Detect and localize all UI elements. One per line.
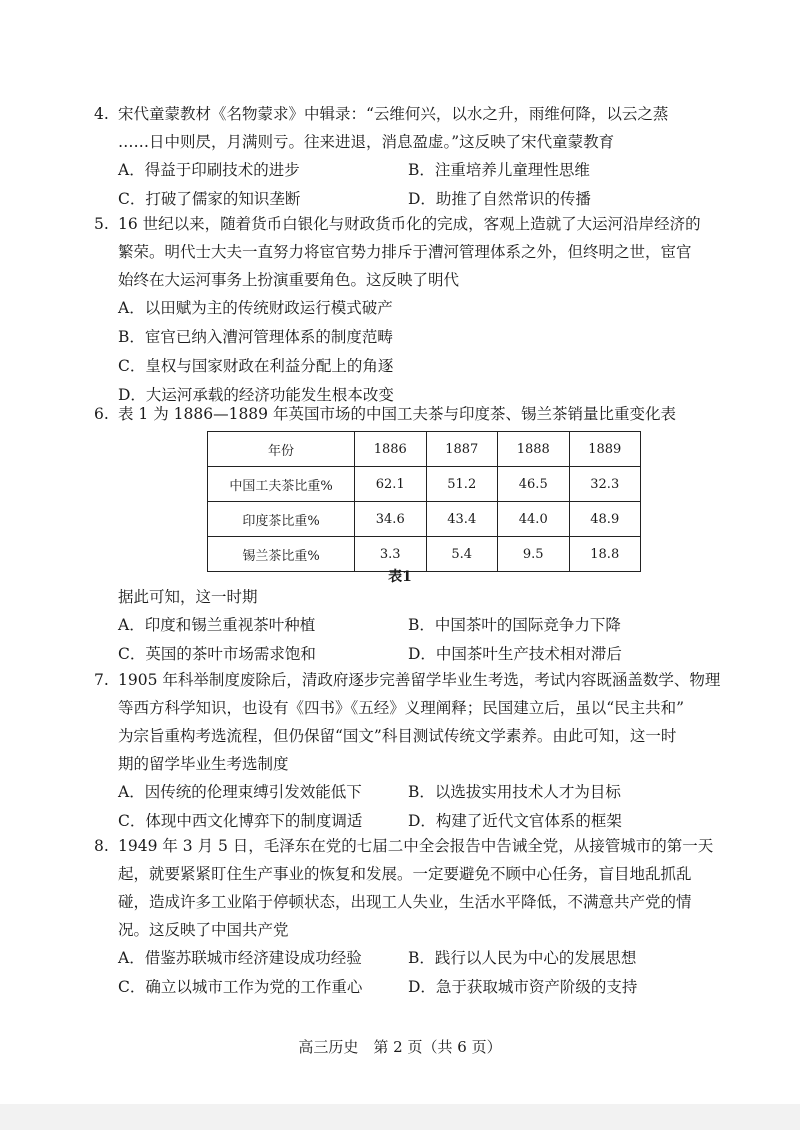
- table-cell: 46.5: [498, 467, 570, 502]
- question-4-options: [94, 156, 724, 214]
- table-cell: 34.6: [355, 502, 427, 537]
- tea-share-table: [207, 431, 641, 572]
- page-footer: 高三历史 第 2 页（共 6 页）: [298, 1038, 502, 1056]
- question-8: [94, 832, 724, 1002]
- table-cell: 48.9: [569, 502, 641, 537]
- question-5: [94, 210, 724, 410]
- option-b[interactable]: B．中国茶叶的国际竞争力下降: [408, 616, 621, 634]
- option-d[interactable]: D．助推了自然常识的传播: [408, 190, 591, 208]
- table-cell: 1889: [569, 432, 641, 467]
- table-cell: 5.4: [426, 537, 498, 572]
- question-7: [94, 666, 724, 836]
- question-7-stem: [94, 666, 724, 778]
- question-7-options: [94, 778, 724, 836]
- option-b[interactable]: B．以选拔实用技术人才为目标: [408, 783, 621, 801]
- option-c[interactable]: C．体现中西文化博弈下的制度调适: [118, 812, 363, 830]
- question-6-stem: [94, 400, 724, 428]
- option-a[interactable]: A．因传统的伦理束缚引发效能低下: [118, 783, 362, 801]
- option-c[interactable]: C．英国的茶叶市场需求饱和: [118, 645, 316, 663]
- stem-line: 16 世纪以来，随着货币白银化与财政货币化的完成，客观上造就了大运河沿岸经济的: [118, 215, 701, 233]
- option-c[interactable]: C．打破了儒家的知识垄断: [118, 190, 301, 208]
- option-a[interactable]: A．印度和锡兰重视茶叶种植: [118, 616, 316, 634]
- table-cell: 印度茶比重%: [208, 502, 355, 537]
- table-cell: 9.5: [498, 537, 570, 572]
- question-number: 8.: [94, 837, 109, 855]
- question-5-stem: [94, 210, 724, 294]
- question-number: 4.: [94, 105, 109, 123]
- option-a[interactable]: A．借鉴苏联城市经济建设成功经验: [118, 949, 362, 967]
- stem-line: 为宗旨重构考选流程，但仍保留“国文”科目测试传统文学素养。由此可知，这一时: [118, 727, 677, 745]
- question-number: 6.: [94, 405, 109, 423]
- table-cell: 3.3: [355, 537, 427, 572]
- table-row: [208, 502, 641, 537]
- stem-line: 起，就要紧紧盯住生产事业的恢复和发展。一定要避免不顾中心任务，盲目地乱抓乱: [118, 865, 692, 883]
- question-4: [94, 100, 724, 214]
- question-number: 5.: [94, 215, 109, 233]
- option-d[interactable]: D．急于获取城市资产阶级的支持: [408, 978, 638, 996]
- table-cell: 1888: [498, 432, 570, 467]
- question-6-options: [94, 611, 724, 669]
- option-a[interactable]: A．得益于印刷技术的进步: [118, 161, 300, 179]
- table-cell: 1886: [355, 432, 427, 467]
- option-d[interactable]: D．中国茶叶生产技术相对滞后: [408, 645, 622, 663]
- table-cell: 62.1: [355, 467, 427, 502]
- option-c[interactable]: C．皇权与国家财政在利益分配上的角逐: [118, 357, 394, 375]
- question-6-continued: [94, 583, 724, 669]
- stem-line: 等西方科学知识，也设有《四书》《五经》义理阐释；民国建立后，虽以“民主共和”: [118, 699, 685, 717]
- option-d[interactable]: D．大运河承载的经济功能发生根本改变: [118, 386, 394, 404]
- question-5-options: [94, 294, 724, 410]
- question-8-stem: [94, 832, 724, 944]
- table-cell: 年份: [208, 432, 355, 467]
- option-c[interactable]: C．确立以城市工作为党的工作重心: [118, 978, 363, 996]
- stem-line: 始终在大运河事务上扮演重要角色。这反映了明代: [118, 271, 460, 289]
- stem-line: 期的留学毕业生考选制度: [118, 755, 289, 773]
- bottom-strip: [0, 1104, 800, 1130]
- stem-line: ……日中则昃，月满则亏。往来进退，消息盈虚。”这反映了宋代童蒙教育: [118, 133, 615, 151]
- question-number: 7.: [94, 671, 109, 689]
- question-4-stem: [94, 100, 724, 156]
- stem-line: 表 1 为 1886—1889 年英国市场的中国工夫茶与印度茶、锡兰茶销量比重变化表: [118, 405, 676, 423]
- table-cell: 锡兰茶比重%: [208, 537, 355, 572]
- stem-line: 繁荣。明代士大夫一直努力将宦官势力排斥于漕河管理体系之外，但终明之世，宦官: [118, 243, 692, 261]
- option-b[interactable]: B．宦官已纳入漕河管理体系的制度范畴: [118, 328, 393, 346]
- question-6-prompt: [94, 583, 724, 611]
- table-cell: 51.2: [426, 467, 498, 502]
- table-caption: 表1: [388, 569, 412, 585]
- option-b[interactable]: B．践行以人民为中心的发展思想: [408, 949, 637, 967]
- question-6: [94, 400, 724, 428]
- stem-line: 况。这反映了中国共产党: [118, 921, 289, 939]
- option-b[interactable]: B．注重培养儿童理性思维: [408, 161, 590, 179]
- option-d[interactable]: D．构建了近代文官体系的框架: [408, 812, 622, 830]
- table-header-row: [208, 432, 641, 467]
- question-8-options: [94, 944, 724, 1002]
- stem-line: 1949 年 3 月 5 日，毛泽东在党的七届二中全会报告中告诫全党，从接管城市的第一天: [118, 837, 714, 855]
- stem-line: 宋代童蒙教材《名物蒙求》中辑录：“云维何兴，以水之升，雨维何降，以云之蒸: [118, 105, 669, 123]
- table-cell: 1887: [426, 432, 498, 467]
- table-row: [208, 467, 641, 502]
- stem-line: 据此可知，这一时期: [118, 588, 258, 606]
- table-cell: 中国工夫茶比重%: [208, 467, 355, 502]
- stem-line: 碰，造成许多工业陷于停顿状态，出现工人失业，生活水平降低，不满意共产党的情: [118, 893, 692, 911]
- table-cell: 44.0: [498, 502, 570, 537]
- table-cell: 43.4: [426, 502, 498, 537]
- table-cell: 18.8: [569, 537, 641, 572]
- table-cell: 32.3: [569, 467, 641, 502]
- stem-line: 1905 年科举制度废除后，清政府逐步完善留学毕业生考选，考试内容既涵盖数学、物理: [118, 671, 721, 689]
- option-a[interactable]: A．以田赋为主的传统财政运行模式破产: [118, 299, 393, 317]
